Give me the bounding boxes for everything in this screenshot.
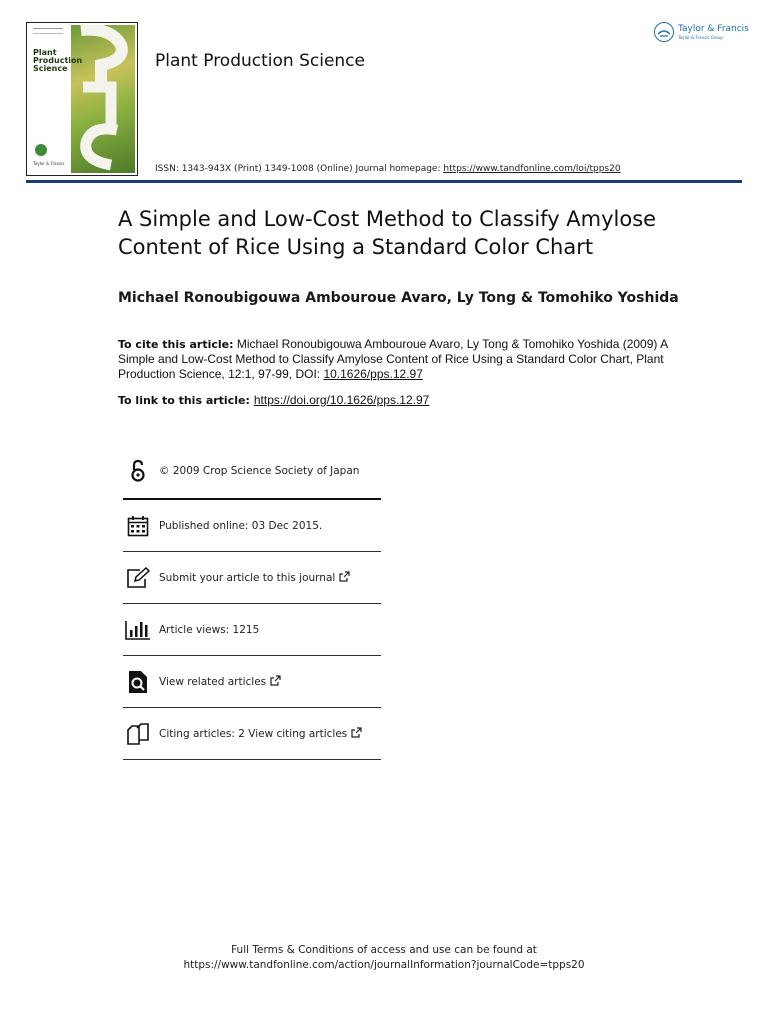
article-metadata-list [123, 444, 381, 760]
citing-icon [125, 721, 151, 747]
article-title: A Simple and Low-Cost Method to Classify Amylose Content of Rice Using a Standard Color Chart [118, 207, 657, 259]
journal-title: Plant Production Science [155, 51, 365, 71]
copyright-text: © 2009 Crop Science Society of Japan [159, 465, 360, 477]
citation-text: Michael Ronoubigouwa Ambouroue Avaro, Ly Tong & Tomohiko Yoshida (2009) A Simple and Low-Cost Method to Classify Amylose Content of Rice Using a Standard Color Chart, Plant Production Science, 12:1, 97-99, DOI: [118, 337, 668, 381]
publisher-name: Taylor & Francis [678, 24, 749, 34]
footer-terms-link[interactable]: https://www.tandfonline.com/action/journalInformation?journalCode=tpps20 [183, 959, 585, 971]
journal-cover [26, 22, 138, 176]
published-row [123, 500, 381, 552]
calendar-icon [125, 513, 151, 539]
related-row[interactable] [123, 656, 381, 708]
cover-title: Plant Production Science [33, 48, 83, 73]
footer-line-1: Full Terms & Conditions of access and use can be found at [231, 944, 537, 956]
cover-header [33, 28, 63, 34]
issn-text: ISSN: 1343-943X (Print) 1349-1008 (Online) Journal homepage: [155, 164, 444, 174]
submit-row[interactable] [123, 552, 381, 604]
publisher-logo-icon [654, 22, 674, 42]
open-access-icon [125, 458, 151, 484]
article-authors: Michael Ronoubigouwa Ambouroue Avaro, Ly Tong & Tomohiko Yoshida [118, 290, 679, 306]
article-link-label: To link to this article: [118, 394, 250, 407]
article-link-line [118, 393, 429, 407]
citation-block [118, 337, 678, 382]
journal-homepage-link[interactable]: https://www.tandfonline.com/loi/tpps20 [443, 164, 621, 174]
search-document-icon [125, 669, 151, 695]
cover-art [71, 25, 135, 173]
edit-icon [125, 565, 151, 591]
article-views-text: Article views: 1215 [159, 623, 260, 636]
external-link-icon [270, 675, 281, 689]
doi-link[interactable]: 10.1626/pps.12.97 [323, 367, 423, 381]
submit-article-link[interactable]: Submit your article to this journal [159, 571, 350, 585]
issn-line [155, 164, 621, 174]
external-link-icon [339, 571, 350, 585]
cover-publisher: Taylor & Francis [33, 161, 65, 166]
citing-articles-link[interactable]: Citing articles: 2 View citing articles [159, 727, 362, 741]
published-text: Published online: 03 Dec 2015. [159, 519, 323, 532]
citing-row[interactable] [123, 708, 381, 760]
external-link-icon [351, 727, 362, 741]
article-link[interactable]: https://doi.org/10.1626/pps.12.97 [253, 393, 430, 407]
view-related-articles-link[interactable]: View related articles [159, 675, 281, 689]
publisher-group: Taylor & Francis Group [678, 35, 723, 40]
header-divider [26, 180, 742, 183]
views-row [123, 604, 381, 656]
citation-label: To cite this article: [118, 338, 234, 351]
copyright-row [123, 444, 381, 500]
taylor-francis-logo[interactable] [654, 22, 749, 46]
bar-chart-icon [125, 617, 151, 643]
cover-society-badge [35, 144, 47, 156]
terms-footer [0, 943, 768, 973]
